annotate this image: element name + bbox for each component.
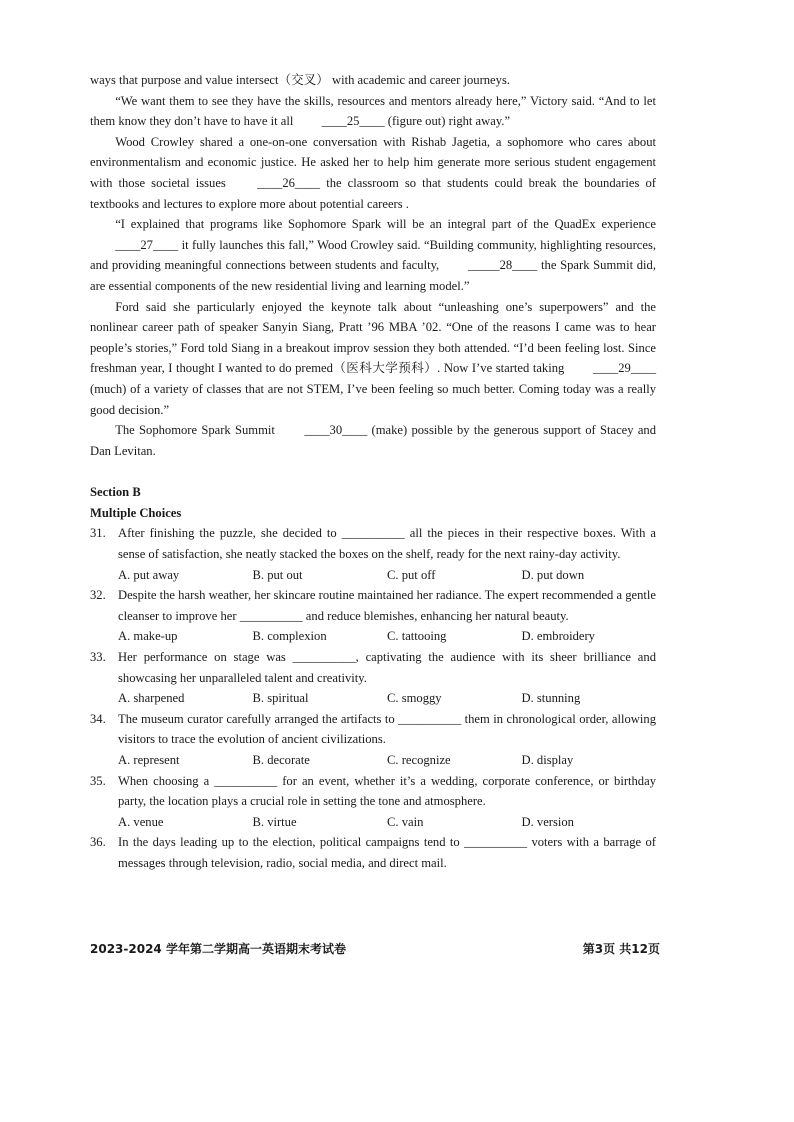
blank-27: ____27____ <box>115 237 179 252</box>
option-c: C. smoggy <box>387 691 442 706</box>
option-b: B. complexion <box>252 629 327 644</box>
question-text: In the days leading up to the election, political campaigns tend to __________ voters with a barrage of messages through television, radio, social media, and direct mail. <box>118 835 656 870</box>
footer-page-number: 第3页 共12页 <box>582 942 660 956</box>
passage-text: (figure out) right away.” <box>384 114 511 129</box>
option-c: C. vain <box>387 814 424 829</box>
option-a: A. represent <box>118 753 180 767</box>
option-d: D. embroidery <box>521 629 595 644</box>
question-text: Her performance on stage was __________, captivating the audience with its sheer brilliance and showcasing her unparalleled talent and creativity. <box>118 650 656 685</box>
passage-text: Ford said she particularly enjoyed the keynote talk about “unleashing one’s superpowers” and the nonlinear career path of speaker Sanyin Siang, Pratt ’96 MBA ’02. “One of the reasons I came was to hear people’s stories,” Ford told Siang in a breakout improv session they both attended. “I’d been feeling lost. Since freshman year, I thought I wanted to do premed（医科大学预科）. Now I’ve started taking <box>90 299 656 376</box>
footer-exam-title: 2023-2024 学年第二学期高一英语期末考试卷 <box>90 942 346 956</box>
option-a: A. sharpened <box>118 691 185 706</box>
passage-text: (make) possible by the generous support of Stacey and Dan Levitan. <box>90 423 657 458</box>
question-number: 32. <box>90 588 106 603</box>
question-text: Despite the harsh weather, her skincare routine maintained her radiance. The expert recommended a gentle cleanser to improve her __________ and reduce blemishes, enhancing her natural beauty. <box>118 588 656 623</box>
question-number: 35. <box>90 773 106 788</box>
blank-29: ____29____ <box>593 361 656 376</box>
question-36 <box>90 832 656 873</box>
question-number: 33. <box>90 650 106 665</box>
section-title: Section B <box>90 485 141 500</box>
passage-text: it fully launches this fall,” Wood Crowley said. “Building community, highlighting resources, and providing meaningful connections between students and faculty, <box>90 237 656 273</box>
option-d: D. stunning <box>521 691 581 706</box>
option-d: D. version <box>521 814 574 829</box>
question-31 <box>90 523 656 585</box>
passage-text: (much) of a variety of classes that are not STEM, I’ve been feeling so much better. Coming today was a really good decision.” <box>90 381 656 417</box>
blank-26: ____26____ <box>257 175 321 190</box>
blank-25: ____25____ <box>321 114 385 129</box>
question-34 <box>90 709 656 771</box>
passage-text: ways that purpose and value intersect（交叉） with academic and career journeys. <box>90 73 510 87</box>
option-b: B. decorate <box>252 753 310 767</box>
blank-28: _____28____ <box>468 258 538 273</box>
page-footer <box>90 940 660 957</box>
option-c: C. recognize <box>387 753 451 767</box>
question-text: The museum curator carefully arranged the artifacts to __________ them in chronological order, allowing visitors to trace the evolution of ancient civilizations. <box>118 711 656 747</box>
passage-paragraph-1 <box>90 91 656 132</box>
passage-paragraph-4 <box>90 297 656 421</box>
option-b: B. virtue <box>252 814 297 829</box>
passage-paragraph-3 <box>90 214 656 296</box>
option-d: D. display <box>521 753 574 767</box>
option-b: B. spiritual <box>252 691 309 706</box>
section-subtitle: Multiple Choices <box>90 505 182 520</box>
question-33 <box>90 647 656 709</box>
option-b: B. put out <box>252 567 303 582</box>
option-c: C. put off <box>387 567 436 582</box>
passage-text: Wood Crowley shared a one-on-one conversation with Rishab Jagetia, a sophomore who cares about environmentalism and economic justice. He asked her to help him generate more serious student engagement with those societal issues <box>90 134 656 190</box>
passage-text: the Spark Summit did, are essential components of the new residential living and learning model.” <box>90 258 656 293</box>
question-number: 36. <box>90 835 106 850</box>
passage-text: The Sophomore Spark Summit <box>115 423 280 438</box>
option-d: D. put down <box>521 567 585 582</box>
option-a: A. put away <box>118 567 180 582</box>
question-35 <box>90 771 656 833</box>
blank-30: ____30____ <box>304 423 368 438</box>
option-a: A. venue <box>118 814 164 829</box>
passage-paragraph-2 <box>90 132 656 214</box>
option-a: A. make-up <box>118 629 178 644</box>
passage-paragraph-0 <box>90 70 656 91</box>
question-32 <box>90 585 656 647</box>
option-c: C. tattooing <box>387 629 447 644</box>
question-text: After finishing the puzzle, she decided to __________ all the pieces in their respective boxes. With a sense of satisfaction, she neatly stacked the boxes on the shelf, ready for the next rainy-day activity. <box>118 526 656 562</box>
passage-text: “We want them to see they have the skills, resources and mentors already here,” Victory said. “And to let them know they don’t have to have it all <box>90 93 656 129</box>
section-spacer <box>90 461 656 482</box>
question-number: 34. <box>90 711 106 726</box>
passage-text: the classroom so that students could break the boundaries of textbooks and lectures to explore more about potential careers . <box>90 175 656 211</box>
question-text: When choosing a __________ for an event, whether it’s a wedding, corporate conference, or birthday party, the location plays a crucial role in setting the tone and atmosphere. <box>118 773 656 809</box>
question-number: 31. <box>90 526 106 541</box>
passage-text: “I explained that programs like Sophomore Spark will be an integral part of the QuadEx experience <box>115 217 656 232</box>
passage-paragraph-5 <box>90 420 656 461</box>
page-content <box>90 70 656 874</box>
